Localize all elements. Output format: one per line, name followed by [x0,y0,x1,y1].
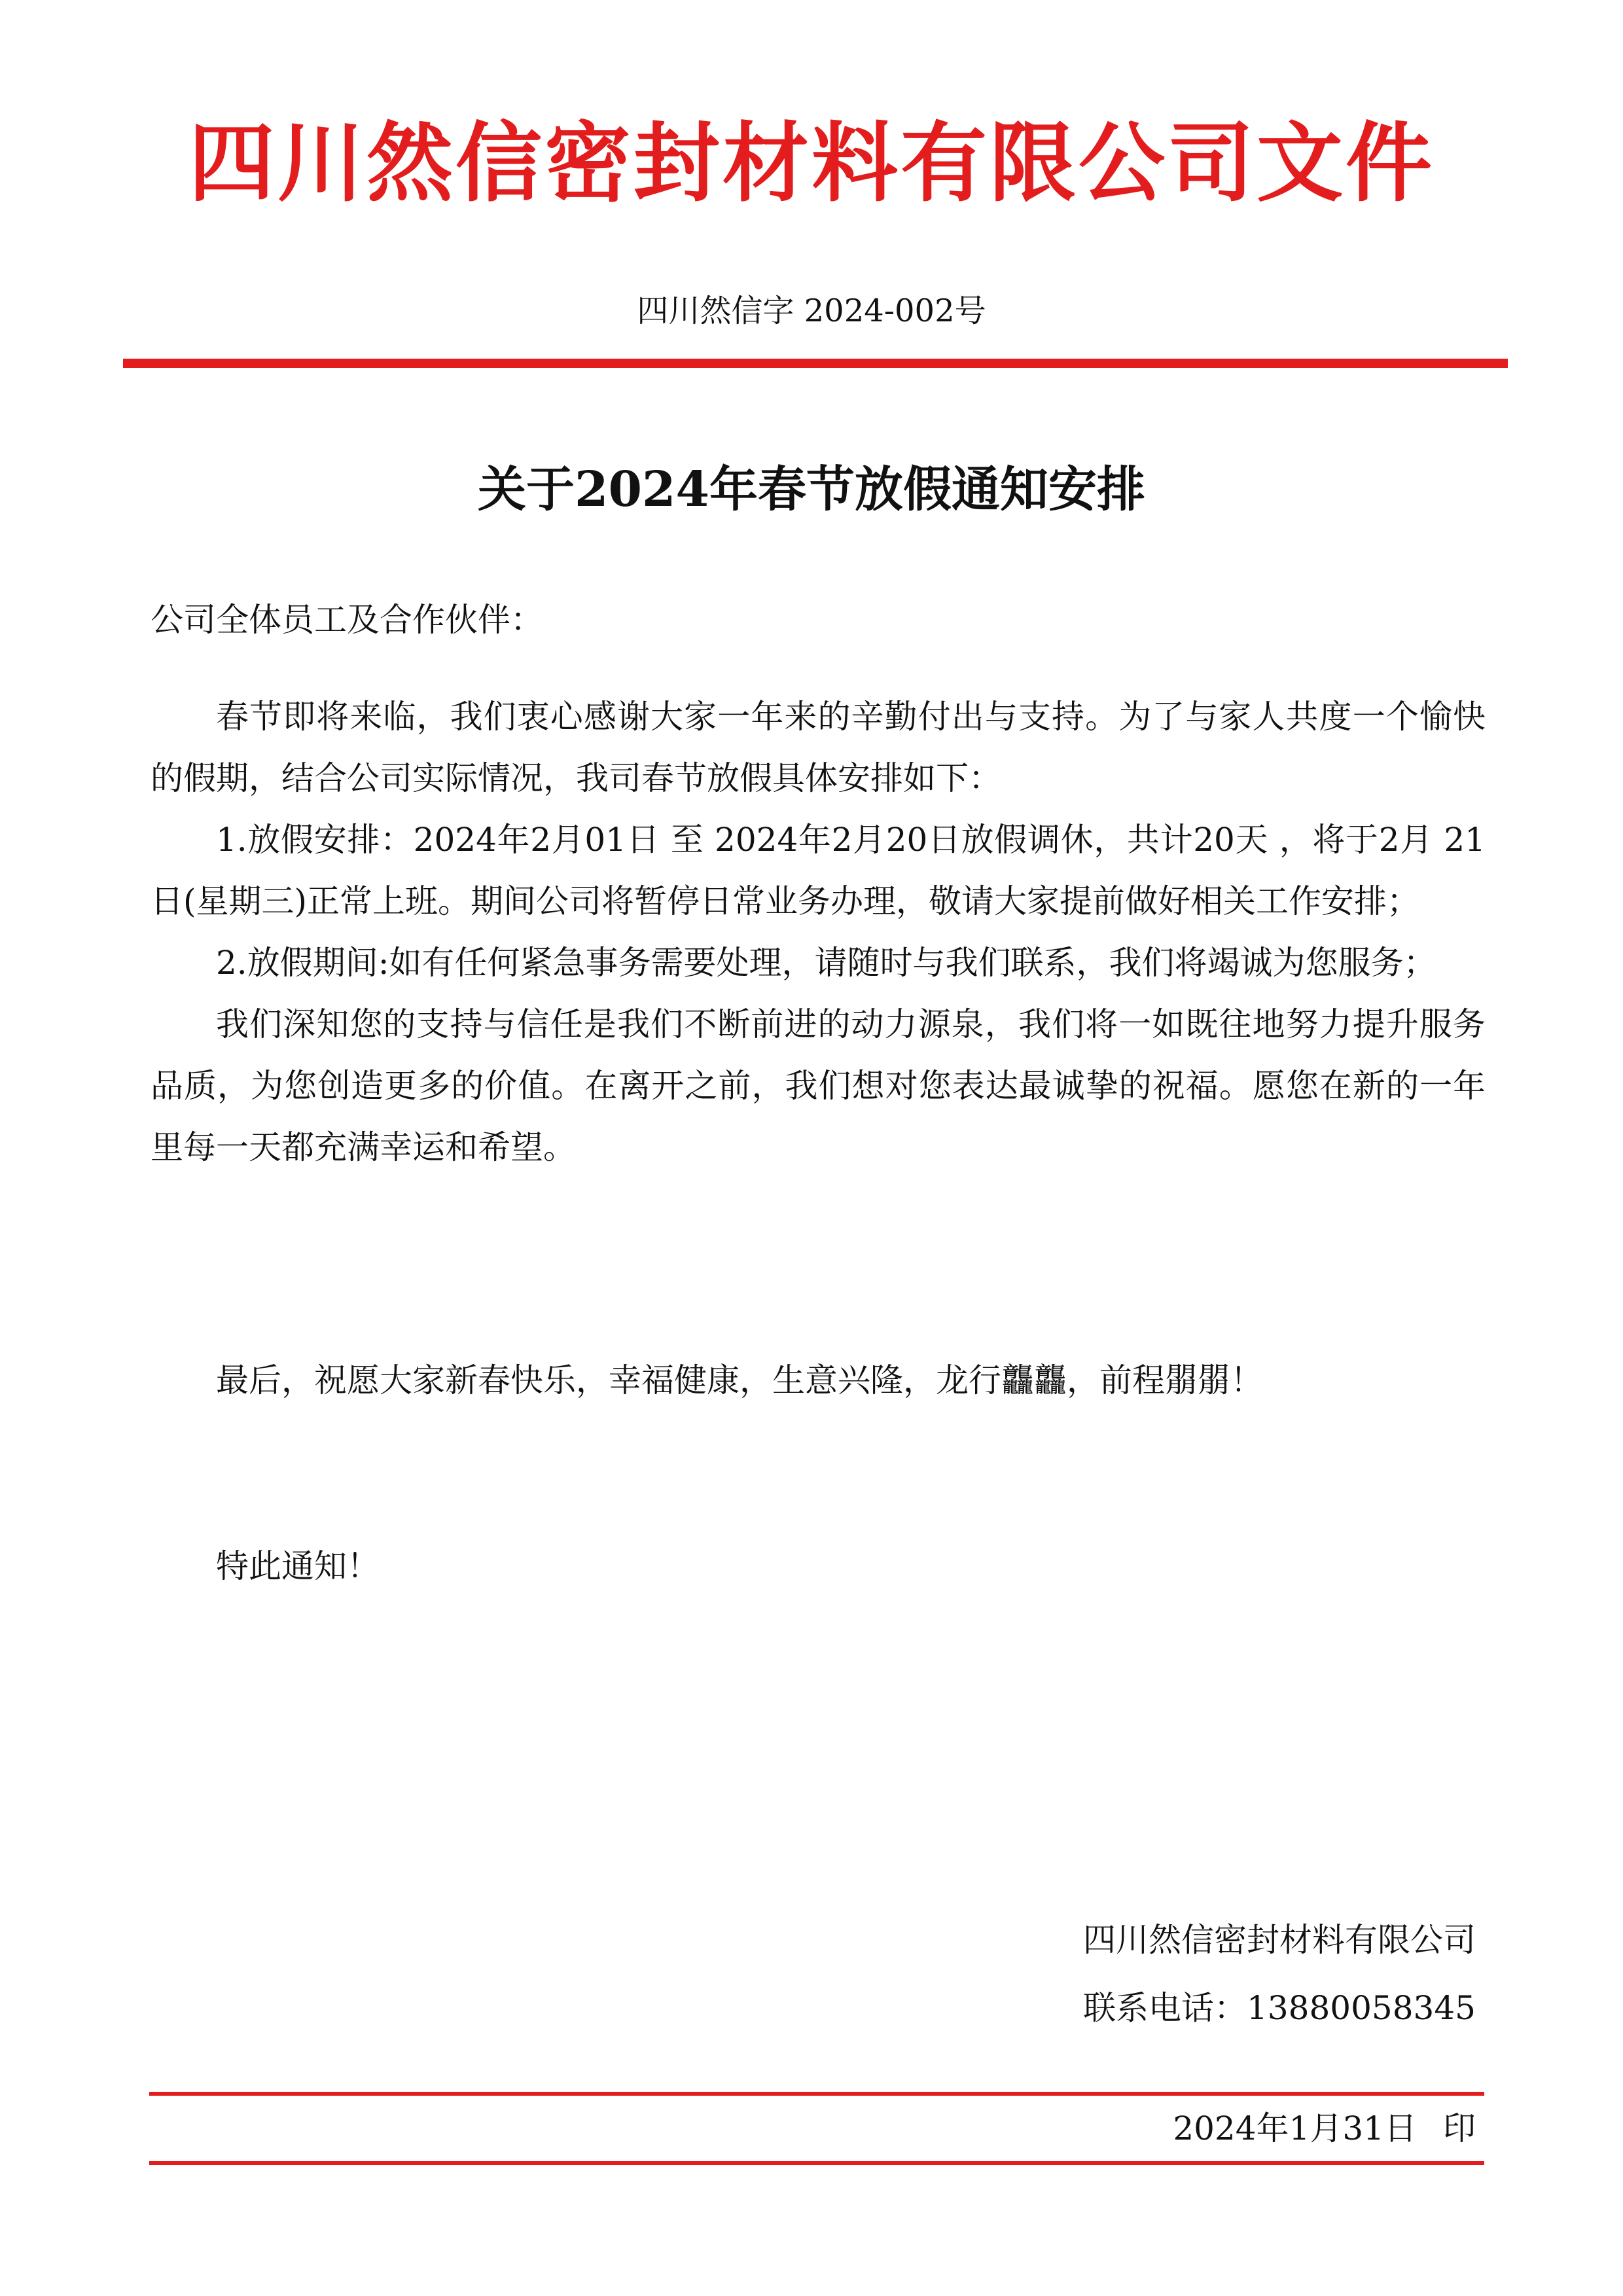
masthead-divider [123,359,1508,368]
special-note: 特此通知！ [216,1547,380,1585]
signature-block [1083,1906,1476,2042]
issue-date-line [1173,2102,1476,2155]
paragraph-gratitude: 我们深知您的支持与信任是我们不断前进的动力源泉，我们将一如既往地努力提升服务品质，为您创造更多的价值。在离开之前，我们想对您表达最诚挚的祝福。愿您在新的一年里每一天都充满幸运和希望。 [151,1005,1486,1166]
paragraph-emergency-contact: 2.放假期间:如有任何紧急事务需要处理，请随时与我们联系，我们将竭诚为您服务； [216,944,1436,982]
notice-title: 关于2024年春节放假通知安排 [478,461,1145,518]
footer-divider-top [149,2092,1484,2096]
salutation: 公司全体员工及合作伙伴： [151,601,543,639]
issue-date: 2024年1月31日 [1173,2109,1417,2147]
seal-mark: 印 [1443,2109,1476,2147]
footer-divider-bottom [149,2161,1484,2165]
closing-wish: 最后，祝愿大家新春快乐，幸福健康，生意兴隆，龙行龘龘，前程朤朤！ [216,1361,1263,1399]
paragraph-holiday-schedule: 1.放假安排：2024年2月01日 至 2024年2月20日放假调休，共计20天 ，将于2月 21 日(星期三)正常上班。期间公司将暂停日常业务办理，敬请大家提前做好相关工作安排； [151,821,1486,920]
signature-company: 四川然信密封材料有限公司 [1083,1921,1476,1959]
paragraph-intro: 春节即将来临，我们衷心感谢大家一年来的辛勤付出与支持。为了与家人共度一个愉快的假期，结合公司实际情况，我司春节放假具体安排如下： [151,698,1486,797]
signature-phone: 联系电话：13880058345 [1083,1989,1476,2027]
notice-body [151,686,1486,1178]
masthead-title: 四川然信密封材料有限公司文件 [188,113,1435,214]
document-number: 四川然信字 2024-002号 [637,293,986,329]
